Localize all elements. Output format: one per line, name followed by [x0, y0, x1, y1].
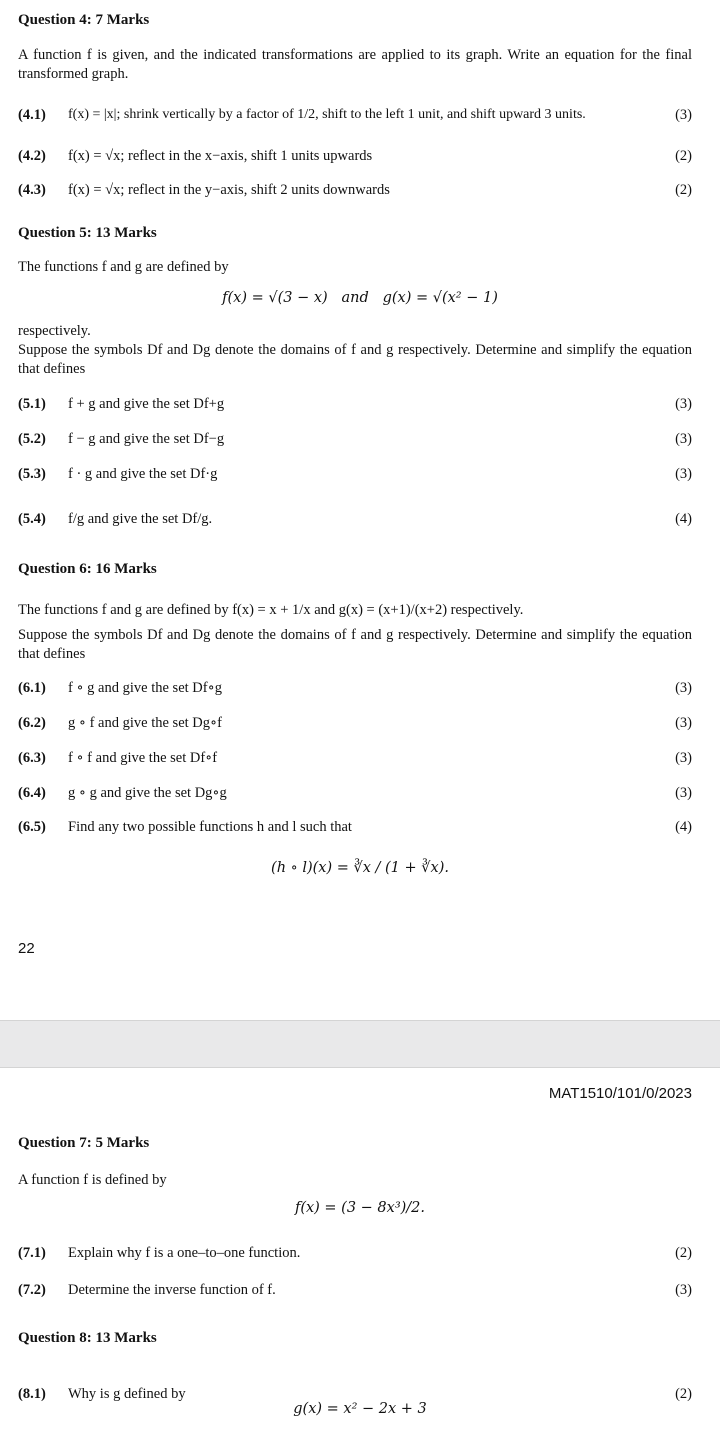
- q4-intro: A function f is given, and the indicated transformations are applied to its graph. Write an equation for the final transformed graph.: [18, 47, 692, 82]
- q6-4-text: g ∘ g and give the set Dg∘g: [68, 785, 227, 801]
- q6-intro: The functions f and g are defined by f(x) = x + 1/x and g(x) = (x+1)/(x+2) respectively.: [18, 602, 524, 618]
- q7-1-number: (7.1): [18, 1245, 46, 1261]
- q6-1-text: f ∘ g and give the set Df∘g: [68, 680, 222, 696]
- q6-equation: (h ∘ l)(x) = ∛x / (1 + ∛x).: [271, 860, 449, 876]
- q6-1-number: (6.1): [18, 680, 46, 696]
- q7-1-marks: (2): [675, 1245, 692, 1261]
- q8-1-text: Why is g defined by: [68, 1386, 186, 1402]
- q5-3-marks: (3): [675, 466, 692, 482]
- q4-2-marks: (2): [675, 148, 692, 164]
- q8-1-marks: (2): [675, 1386, 692, 1402]
- q6-para: Suppose the symbols Df and Dg denote the domains of f and g respectively. Determine and simplify the equation that defines: [18, 627, 692, 662]
- q7-intro: A function f is defined by: [18, 1172, 167, 1188]
- q5-equation: f(x) = √(3 − x) and g(x) = √(x² − 1): [222, 290, 498, 306]
- q5-2-number: (5.2): [18, 431, 46, 447]
- q4-1-number: (4.1): [18, 107, 46, 123]
- q6-3-marks: (3): [675, 750, 692, 766]
- q6-1-marks: (3): [675, 680, 692, 696]
- q5-2-marks: (3): [675, 431, 692, 447]
- q5-intro: The functions f and g are defined by: [18, 259, 229, 275]
- q5-heading: Question 5: 13 Marks: [18, 225, 157, 241]
- page-break: [0, 1020, 720, 1068]
- q7-equation: f(x) = (3 − 8x³)/2.: [294, 1200, 426, 1216]
- q6-3-text: f ∘ f and give the set Df∘f: [68, 750, 218, 766]
- q5-4-text: f/g and give the set Df/g.: [68, 511, 213, 527]
- q4-2-text: f(x) = √x; reflect in the x−axis, shift 1 units upwards: [68, 148, 373, 164]
- q5-2-text: f − g and give the set Df−g: [68, 431, 225, 447]
- q4-3-marks: (2): [675, 182, 692, 198]
- q4-2-number: (4.2): [18, 148, 46, 164]
- q5-3-text: f · g and give the set Df·g: [68, 466, 218, 482]
- page-2: [0, 1068, 720, 1429]
- q4-heading: Question 4: 7 Marks: [18, 12, 150, 28]
- course-code: MAT1510/101/0/2023: [548, 1085, 692, 1102]
- q4-1-text: f(x) = |x|; shrink vertically by a factor of 1/2, shift to the left 1 unit, and shift upward 3 units.: [68, 107, 586, 122]
- q6-2-number: (6.2): [18, 715, 46, 731]
- q7-2-marks: (3): [675, 1282, 692, 1298]
- q8-1-number: (8.1): [18, 1386, 46, 1402]
- page-number: 22: [18, 940, 35, 957]
- q4-3-text: f(x) = √x; reflect in the y−axis, shift 2 units downwards: [68, 182, 390, 198]
- q7-heading: Question 7: 5 Marks: [18, 1135, 150, 1151]
- q4-1-marks: (3): [675, 107, 692, 123]
- q5-para: respectively. Suppose the symbols Df and Dg denote the domains of f and g respectively. Determine and simplify the equation that defines: [18, 323, 692, 377]
- q5-1-text: f + g and give the set Df+g: [68, 396, 225, 412]
- q8-heading: Question 8: 13 Marks: [18, 1330, 157, 1346]
- q5-1-marks: (3): [675, 396, 692, 412]
- q7-1-text: Explain why f is a one–to–one function.: [68, 1245, 301, 1261]
- q6-3-number: (6.3): [18, 750, 46, 766]
- q6-2-marks: (3): [675, 715, 692, 731]
- q6-heading: Question 6: 16 Marks: [18, 561, 157, 577]
- q6-4-number: (6.4): [18, 785, 46, 801]
- q6-5-marks: (4): [675, 819, 692, 835]
- q5-4-number: (5.4): [18, 511, 46, 527]
- q7-2-text: Determine the inverse function of f.: [68, 1282, 276, 1298]
- q6-5-number: (6.5): [18, 819, 46, 835]
- q5-3-number: (5.3): [18, 466, 46, 482]
- q8-equation: g(x) = x² − 2x + 3: [293, 1401, 427, 1417]
- q6-5-text: Find any two possible functions h and l such that: [68, 819, 352, 835]
- q4-3-number: (4.3): [18, 182, 46, 198]
- q6-4-marks: (3): [675, 785, 692, 801]
- q5-1-number: (5.1): [18, 396, 46, 412]
- q5-4-marks: (4): [675, 511, 692, 527]
- q6-2-text: g ∘ f and give the set Dg∘f: [68, 715, 222, 731]
- q7-2-number: (7.2): [18, 1282, 46, 1298]
